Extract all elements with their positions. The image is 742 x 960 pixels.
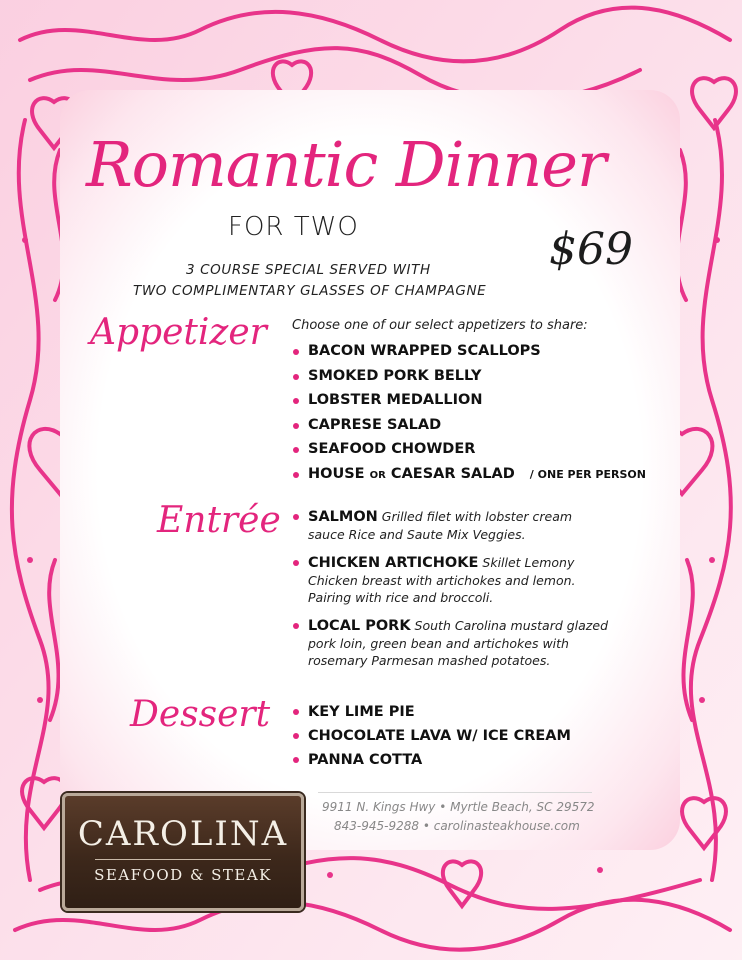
logo-divider xyxy=(95,859,271,860)
entree-name: CHICKEN ARTICHOKE xyxy=(308,555,479,571)
contact-divider xyxy=(318,792,592,793)
intro-line-2: TWO COMPLIMENTARY GLASSES OF CHAMPAGNE xyxy=(133,283,487,299)
list-item: SEAFOOD CHOWDER xyxy=(291,437,646,462)
item-name-a: HOUSE xyxy=(308,465,365,482)
item-note: / ONE PER PERSON xyxy=(529,467,646,481)
list-item: LOBSTER MEDALLION xyxy=(291,388,646,413)
entree-heading: Entrée xyxy=(157,500,281,541)
entree-list xyxy=(291,508,608,680)
entree-name: LOCAL PORK xyxy=(308,618,411,634)
appetizer-list xyxy=(291,339,646,486)
list-item xyxy=(291,508,608,543)
logo-name: CAROLINA xyxy=(77,814,289,854)
list-item: CHOCOLATE LAVA W/ ICE CREAM xyxy=(291,724,571,748)
entree-desc: Skillet Lemony Chicken breast with artichokes and lemon. Pairing with rice and broccoli. xyxy=(308,555,576,605)
dessert-list xyxy=(291,700,571,772)
list-item xyxy=(291,462,646,487)
list-item xyxy=(291,617,608,669)
menu-title: Romantic Dinner xyxy=(86,128,606,201)
list-item: PANNA COTTA xyxy=(291,748,571,772)
restaurant-logo xyxy=(62,793,304,911)
item-name-b: CAESAR SALAD xyxy=(390,465,515,482)
entree-desc: Grilled filet with lobster cream sauce Rice and Saute Mix Veggies. xyxy=(308,509,573,542)
appetizer-prompt: Choose one of our select appetizers to share: xyxy=(292,318,588,333)
list-item: BACON WRAPPED SCALLOPS xyxy=(291,339,646,364)
dessert-heading: Dessert xyxy=(130,694,271,735)
logo-subtitle: SEAFOOD & STEAK xyxy=(94,866,272,884)
intro-line-1: 3 COURSE SPECIAL SERVED WITH xyxy=(186,262,431,278)
menu-subtitle: FOR TWO xyxy=(228,212,359,242)
contact-text: 843-945-9288 • carolinasteakhouse.com xyxy=(334,819,580,833)
address-text: 9911 N. Kings Hwy • Myrtle Beach, SC 29572 xyxy=(322,800,595,814)
list-item: KEY LIME PIE xyxy=(291,700,571,724)
list-item: SMOKED PORK BELLY xyxy=(291,364,646,389)
menu-price: $69 xyxy=(549,224,633,275)
list-item xyxy=(291,554,608,606)
item-or: OR xyxy=(369,469,386,481)
entree-desc: South Carolina mustard glazed pork loin, green bean and artichokes with rosemary Parmesan mashed potatoes. xyxy=(308,618,608,668)
list-item: CAPRESE SALAD xyxy=(291,413,646,438)
appetizer-heading: Appetizer xyxy=(90,312,267,353)
entree-name: SALMON xyxy=(308,509,378,525)
